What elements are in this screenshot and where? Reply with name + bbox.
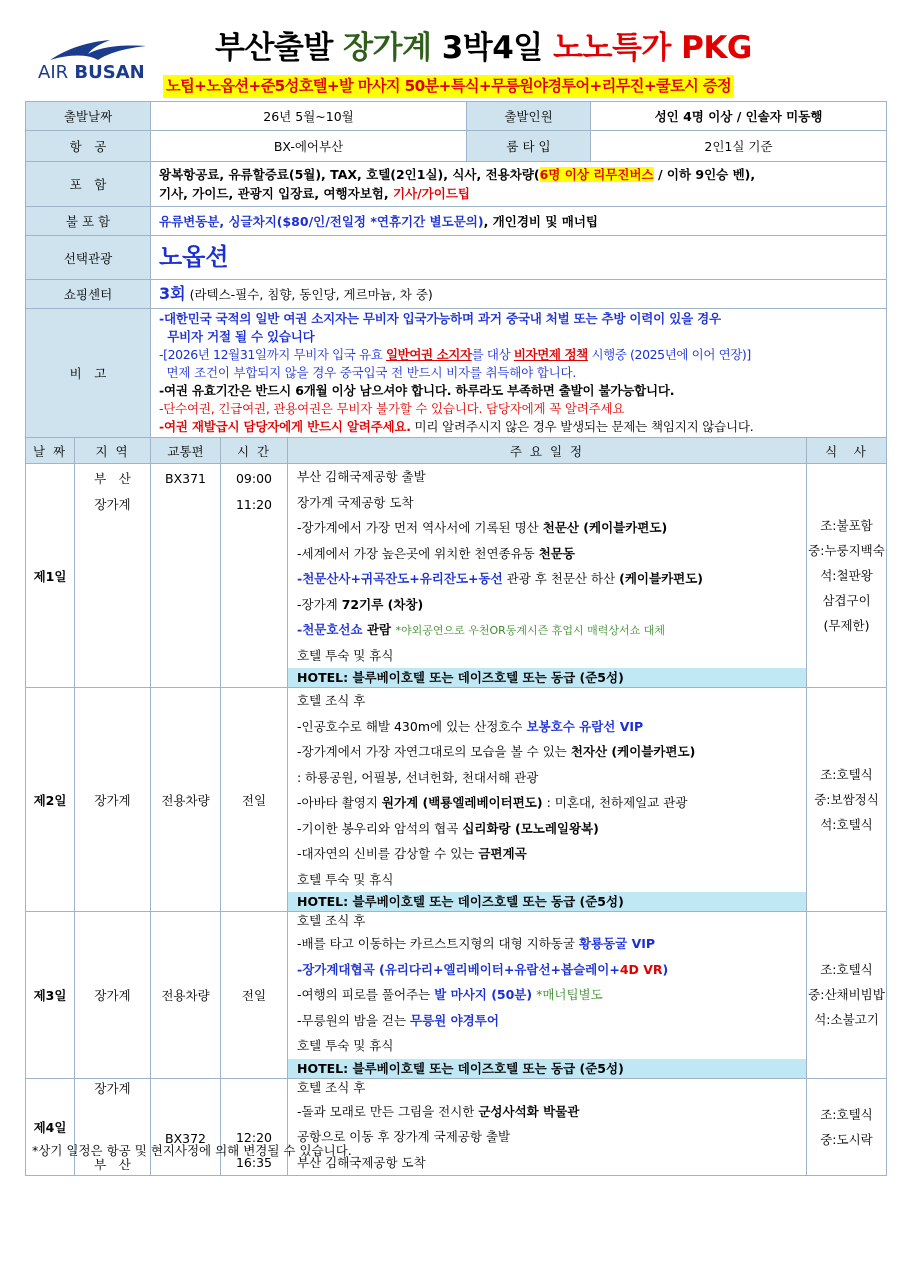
day-1-line-3b: 천문산 (케이블카편도) [542, 520, 668, 535]
shopping-label: 쇼핑센터 [26, 280, 151, 309]
day-2-line-3a: -장가계에서 가장 자연그대로의 모습을 볼 수 있는 [297, 744, 571, 759]
day-3-line-3c: ) [662, 961, 669, 977]
subtitle-banner: 노팁+노옵션+준5성호텔+발 마사지 50분+특식+무릉원야경투어+리무진+쿨토시 증정 [163, 75, 734, 98]
people-value: 성인 4명 이상 / 인솔자 미동행 [591, 102, 887, 131]
day-2-row [26, 688, 887, 912]
day-2-label: 제2일 [26, 688, 75, 912]
included-text-1: 왕복항공료, 유류할증료(5월), TAX, 호텔(2인1실), 식사, 전용차량( [159, 167, 540, 182]
day-4-row [26, 1078, 887, 1176]
day-3-itinerary [288, 912, 807, 1079]
day-2-line-2b: 보봉호수 유람선 VIP [526, 718, 644, 734]
day-2-line-6a: -기이한 봉우리와 암석의 협곡 [297, 820, 463, 836]
note-5-red: -여권 재발급시 담당자에게 반드시 알려주세요. [159, 419, 411, 434]
day-3-row [26, 912, 887, 1079]
excluded-label: 불 포 함 [26, 207, 151, 236]
included-text-2: / 이하 9인승 벤), [653, 167, 756, 182]
day-1-line-5a: -천문산사+귀곡잔도+유리잔도+동선 [297, 571, 503, 586]
day-2-line-7a: -대자연의 신비를 감상할 수 있는 [297, 846, 479, 861]
shopping-count: 3회 [159, 284, 186, 303]
day-1-line-7a: -천문호선쇼 [297, 622, 363, 637]
header-time: 시 간 [221, 438, 288, 464]
day-4-time-2: 16:35 [235, 1155, 273, 1170]
header-transport: 교통편 [151, 438, 221, 464]
day-3-line-2a: -배를 타고 이동하는 카르스트지형의 대형 지하동굴 [297, 936, 579, 951]
depart-label: 출발날짜 [26, 102, 151, 131]
room-value: 2인1실 기준 [591, 131, 887, 162]
included-tip: 기사/가이드팁 [392, 186, 470, 201]
day-1-time-1: 09:00 [235, 471, 273, 486]
included-label: 포 함 [26, 162, 151, 207]
day-4-line-2b: 군성사석화 박물관 [478, 1103, 580, 1119]
bird-logo-icon [48, 38, 148, 64]
air-busan-logo [30, 38, 160, 90]
day-1-line-6b: 72기루 (차창) [341, 596, 424, 612]
day-4-time-1: 12:20 [235, 1130, 273, 1145]
day-3-time: 전일 [221, 912, 288, 1079]
day-3-hotel: HOTEL: 블루베이호텔 또는 데이즈호텔 또는 동급 (준5성) [288, 1059, 806, 1078]
included-value [151, 162, 887, 207]
day-1-line-6a: -장가계 [297, 596, 342, 612]
day-1-time-2: 11:20 [235, 497, 273, 512]
day-1-line-8: 호텔 투숙 및 휴식 [297, 647, 394, 663]
day-4-transport: BX372 [151, 1078, 221, 1176]
note-3: -여권 유효기간은 반드시 6개월 이상 남으셔야 합니다. 하루라도 부족하면 출발이 불가능합니다. [159, 383, 675, 398]
day-1-dinner: 석:철판왕 [820, 568, 873, 583]
day-4-region-zjj: 장가계 [94, 1080, 131, 1096]
day-4-itinerary [288, 1078, 807, 1176]
day-3-line-5b: 무릉원 야경투어 [410, 1012, 499, 1028]
day-1-time [221, 464, 288, 688]
depart-value: 26년 5월~10월 [151, 102, 467, 131]
day-4-breakfast: 조:호텔식 [820, 1106, 873, 1122]
day-1-lunch: 중:누룽지백숙 [808, 543, 885, 558]
day-3-dinner: 석:소불고기 [814, 1012, 879, 1028]
included-limousine: 6명 이상 리무진버스 [539, 167, 654, 182]
day-2-line-5b: 원가계 (백룡엘레베이터편도) [381, 795, 543, 810]
day-1-transport: BX371 [151, 464, 221, 688]
day-4-line-2a: -돌과 모래로 만든 그림을 전시한 [297, 1103, 479, 1119]
day-3-line-5a: -무릉원의 밤을 걷는 [297, 1012, 411, 1028]
day-1-row [26, 464, 887, 688]
title-package: 노노특가 PKG [553, 30, 752, 66]
day-2-hotel: HOTEL: 블루베이호텔 또는 데이즈호텔 또는 동급 (준5성) [288, 892, 806, 911]
day-3-transport: 전용차량 [151, 912, 221, 1079]
header-meal: 식 사 [807, 438, 887, 464]
day-2-line-3b: 천자산 (케이블카편도) [570, 744, 696, 759]
day-4-lunch: 중:도시락 [820, 1131, 873, 1147]
logo-wordmark [38, 62, 145, 83]
day-1-line-2: 장가계 국제공항 도착 [297, 494, 414, 510]
logo-word-air: AIR [38, 62, 69, 83]
day-4-line-3: 공항으로 이동 후 장가계 국제공항 출발 [297, 1129, 511, 1144]
info-table [25, 101, 887, 438]
included-text-3: 기사, 가이드, 관광지 입장료, 여행자보험, [159, 186, 393, 201]
note-2-policy: 비자면제 정책 [513, 347, 588, 362]
title-duration: 3박4일 [431, 30, 554, 66]
shopping-value [151, 280, 887, 309]
day-3-line-2b: 황룡동굴 VIP [578, 936, 656, 951]
day-1-hotel: HOTEL: 블루베이호텔 또는 데이즈호텔 또는 동급 (준5성) [288, 668, 806, 687]
note-2-text-2: 를 대상 [471, 347, 514, 362]
day-3-meal [807, 912, 887, 1079]
day-4-region [75, 1078, 151, 1176]
day-2-line-7b: 금편계곡 [478, 846, 527, 861]
day-2-line-2a: -인공호수로 해발 430m에 있는 산정호수 [297, 718, 527, 734]
day-4-meal [807, 1078, 887, 1176]
schedule-table [25, 437, 887, 1176]
day-1-line-5b: 관광 후 천문산 하산 [502, 571, 620, 586]
logo-word-busan: BUSAN [74, 62, 145, 83]
day-2-line-6b: 십리화랑 (모노레일왕복) [462, 820, 599, 836]
day-1-label: 제1일 [26, 464, 75, 688]
day-1-region-zjj: 장가계 [94, 497, 131, 512]
day-1-region-busan: 부 산 [94, 471, 131, 486]
day-1-line-3a: -장가계에서 가장 먼저 역사서에 기록된 명산 [297, 520, 543, 535]
people-label: 출발인원 [467, 102, 591, 131]
day-4-region-busan: 부 산 [94, 1157, 131, 1172]
day-3-line-1: 호텔 조식 후 [297, 913, 366, 928]
note-1a: -대한민국 국적의 일반 여권 소지자는 무비자 입국가능하며 과거 중국내 처벌 또는 추방 이력이 있을 경우 [159, 311, 721, 326]
day-3-line-3a: -장가계대협곡 (유리다리+엘리베이터+유람선+봅슬레이+ [297, 961, 620, 977]
day-3-line-3b: 4D VR [619, 961, 663, 977]
day-3-line-4a: -여행의 피로를 풀어주는 [297, 987, 435, 1002]
notes-label: 비 고 [26, 309, 151, 438]
day-2-breakfast: 조:호텔식 [820, 767, 873, 782]
day-4-label: 제4일 [26, 1078, 75, 1176]
shopping-detail: (라텍스-필수, 침향, 동인당, 게르마늄, 차 중) [185, 287, 433, 302]
day-2-transport: 전용차량 [151, 688, 221, 912]
excluded-value [151, 207, 887, 236]
day-1-meal [807, 464, 887, 688]
option-label: 선택관광 [26, 236, 151, 280]
note-2-text-1: -[2026년 12월31일까지 무비자 입국 유효 [159, 347, 386, 362]
day-2-time: 전일 [221, 688, 288, 912]
day-1-line-7c: *야외공연으로 우천OR동계시즌 휴업시 매력상서쇼 대체 [395, 624, 665, 637]
day-3-lunch: 중:산채비빔밥 [808, 987, 885, 1003]
day-4-line-1: 호텔 조식 후 [297, 1079, 366, 1095]
note-2-text-3: 시행중 (2025년에 이어 연장)] [587, 347, 751, 362]
header-date: 날 짜 [26, 438, 75, 464]
day-3-breakfast: 조:호텔식 [820, 962, 873, 978]
day-2-dinner: 석:호텔식 [820, 817, 873, 832]
day-1-dinner-2: 삼겹구이 [822, 593, 871, 608]
day-1-line-7b: 관람 [362, 622, 396, 637]
airline-label: 항 공 [26, 131, 151, 162]
day-1-region [75, 464, 151, 688]
note-1b: 무비자 거절 될 수 있습니다 [159, 329, 315, 344]
day-4-line-4: 부산 김해국제공항 도착 [297, 1154, 426, 1170]
day-2-line-1: 호텔 조식 후 [297, 693, 366, 708]
notes-value [151, 309, 887, 438]
day-2-line-4: : 하룡공원, 어필봉, 선녀헌화, 천대서해 관광 [297, 769, 539, 785]
day-3-line-4c: *매너팁별도 [532, 987, 603, 1002]
day-3-line-4b: 발 마사지 (50분) [434, 987, 533, 1002]
option-value: 노옵션 [151, 236, 887, 280]
excluded-fuel: 유류변동분, 싱글차지($80/인/전일정 *연휴기간 별도문의) [159, 213, 484, 229]
day-1-line-5c: (케이블카편도) [619, 571, 704, 586]
day-2-line-5a: -아바타 촬영지 [297, 795, 382, 810]
note-4-red: -단수여권, 긴급여권, 관용여권은 무비자 불가할 수 있습니다. [159, 401, 483, 416]
day-2-line-5c: : 미혼대, 천하제일교 관광 [542, 795, 688, 810]
note-4-tail: 담당자에게 꼭 알려주세요 [482, 401, 625, 416]
day-2-line-8: 호텔 투숙 및 휴식 [297, 871, 394, 887]
day-3-label: 제3일 [26, 912, 75, 1079]
day-1-line-4a: -세계에서 가장 높은곳에 위치한 천연종유동 [297, 545, 539, 561]
day-2-region: 장가계 [75, 688, 151, 912]
schedule-header-row [26, 438, 887, 464]
note-2-passport: 일반여권 소지자 [385, 347, 472, 362]
day-1-dinner-3: (무제한) [823, 618, 870, 633]
room-label: 룸 타 입 [467, 131, 591, 162]
airline-value: BX-에어부산 [151, 131, 467, 162]
note-5-tail: 미리 알려주시지 않은 경우 발생되는 문제는 책임지지 않습니다. [410, 419, 754, 434]
page-title [215, 22, 752, 67]
header-region: 지 역 [75, 438, 151, 464]
day-1-line-1: 부산 김해국제공항 출발 [297, 469, 426, 484]
header-itinerary: 주 요 일 정 [288, 438, 807, 464]
day-4-time [221, 1078, 288, 1176]
excluded-personal: , 개인경비 및 매너팁 [483, 213, 598, 229]
day-3-region: 장가계 [75, 912, 151, 1079]
day-2-lunch: 중:보쌈정식 [814, 792, 879, 807]
day-3-line-6: 호텔 투숙 및 휴식 [297, 1038, 394, 1053]
day-2-meal [807, 688, 887, 912]
footer-note: *상기 일정은 항공 및 현지사정에 의해 변경될 수 있습니다. [32, 1143, 352, 1158]
day-1-breakfast: 조:불포함 [820, 518, 873, 533]
day-1-line-4b: 천문동 [538, 545, 575, 561]
title-departure: 부산출발 [215, 30, 344, 66]
title-destination: 장가계 [343, 30, 432, 66]
note-2b: 면제 조건이 부합되지 않을 경우 중국입국 전 반드시 비자를 취득해야 합니다. [159, 365, 577, 380]
day-2-itinerary [288, 688, 807, 912]
day-1-itinerary [288, 464, 807, 688]
